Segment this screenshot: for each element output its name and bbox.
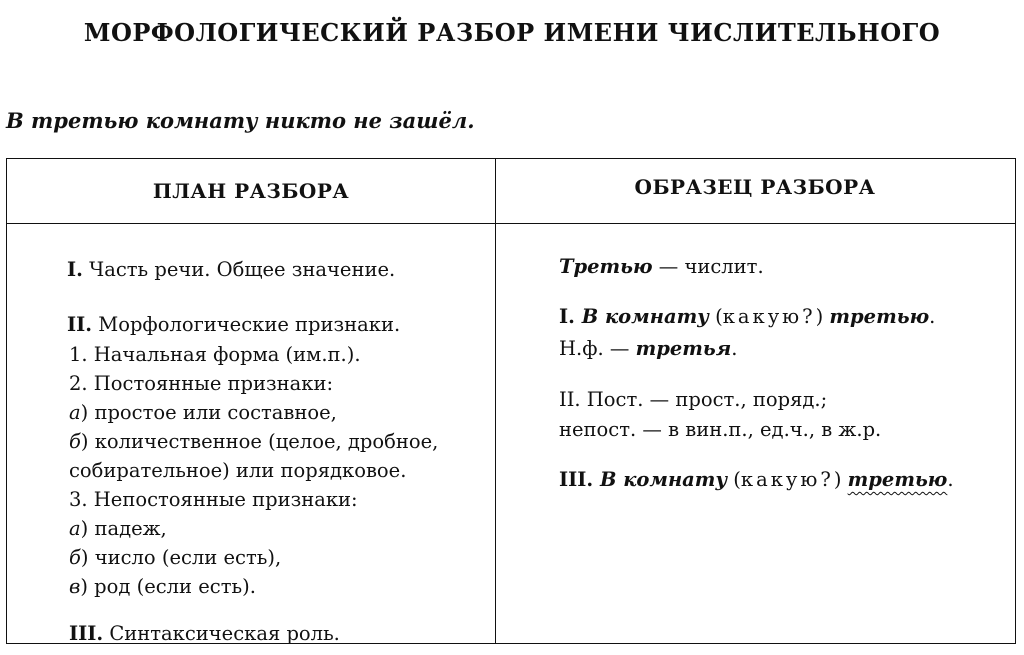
plan-item-2-2: 2. Постоянные признаки: [69,372,334,395]
sample-item-1: I. В комнату (какую?) третью. [559,305,936,328]
plan-item-2-text: Морфологические признаки. [92,313,401,336]
plan-item-1 [67,260,395,280]
example-sentence: В третью комнату никто не зашёл. [6,108,475,133]
column-divider [495,159,496,643]
plan-item-3 [69,624,340,644]
plan-item-1-text: Часть речи. Общее значение. [82,258,396,281]
sample-word-predicate-underline: третью [847,468,948,491]
plan-header: ПЛАН РАЗБОРА [152,179,350,203]
sample-initial-form: Н.ф. — третья. [559,337,738,360]
sample-item-2-cont: непост. — в вин.п., ед.ч., в ж.р. [559,418,882,441]
sample-word: Третью [559,255,653,278]
plan-item-2-3: 3. Непостоянные признаки: [69,488,358,511]
plan-item-2 [67,315,400,335]
plan-item-1-num: I. [67,258,83,281]
header-divider [7,223,1015,224]
plan-item-2-2b: б) количественное (целое, дробное, [69,430,439,453]
sample-item-3: III. В комнату (какую?) третью. [559,468,954,491]
plan-item-2-2b-cont: собирательное) или порядковое. [69,459,407,482]
sample-item-2: II. Пост. — прост., поряд.; [559,388,828,411]
plan-item-2-2a: а) простое или составное, [69,401,337,424]
plan-item-3-text: Синтаксическая роль. [103,622,340,645]
plan-item-2-num: II. [67,313,93,336]
plan-item-2-3c: в) род (если есть). [69,575,256,598]
page-title: МОРФОЛОГИЧЕСКИЙ РАЗБОР ИМЕНИ ЧИСЛИТЕЛЬНОГО [83,18,941,47]
plan-item-2-3b: б) число (если есть), [69,546,282,569]
plan-item-2-1: 1. Начальная форма (им.п.). [69,343,361,366]
sample-word-line: Третью — числит. [559,255,764,278]
analysis-table [6,158,1016,644]
sample-header: ОБРАЗЕЦ РАЗБОРА [634,175,876,199]
plan-item-2-3a: а) падеж, [69,517,167,540]
plan-item-3-num: III. [69,622,104,645]
